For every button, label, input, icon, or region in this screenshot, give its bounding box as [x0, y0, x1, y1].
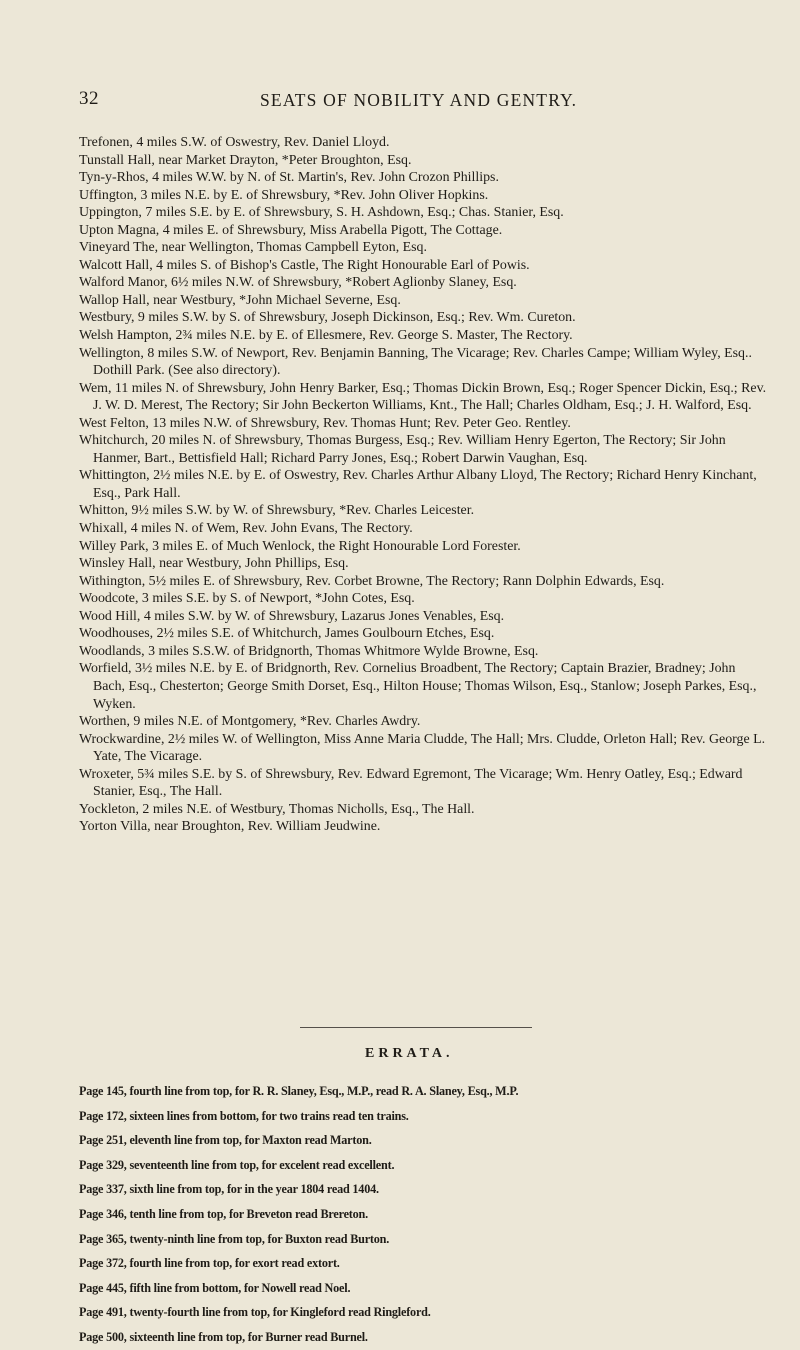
- list-item: Whitchurch, 20 miles N. of Shrewsbury, Thomas Burgess, Esq.; Rev. William Henry Egerton, The Rectory; Sir John Hanmer, Bart., Bettisfield Hall; Richard Parry Jones, Esq.; Robert Darwin Vaughan, Esq.: [79, 433, 726, 466]
- list-item: Yorton Villa, near Broughton, Rev. William Jeudwine.: [79, 819, 381, 835]
- list-item: Walford Manor, 6½ miles N.W. of Shrewsbury, *Robert Aglionby Slaney, Esq.: [79, 275, 517, 291]
- list-item: Whittington, 2½ miles N.E. by E. of Oswestry, Rev. Charles Arthur Albany Lloyd, The Rectory; Richard Henry Kinchant, Esq., Park Hall.: [79, 468, 757, 501]
- running-title: SEATS OF NOBILITY AND GENTRY.: [260, 90, 578, 110]
- list-item: Woodlands, 3 miles S.S.W. of Bridgnorth, Thomas Whitmore Wylde Browne, Esq.: [79, 643, 539, 659]
- errata-item: Page 445, fifth line from bottom, for Nowell read Noel.: [79, 1280, 351, 1295]
- list-item: Woodcote, 3 miles S.E. by S. of Newport, *John Cotes, Esq.: [79, 591, 415, 607]
- list-item: Wellington, 8 miles S.W. of Newport, Rev. Benjamin Banning, The Vicarage; Rev. Charles Campe; William Wyley, Esq.. Dothill Park. (See also directory).: [79, 345, 752, 379]
- errata-item: Page 337, sixth line from top, for in the year 1804 read 1404.: [79, 1182, 379, 1197]
- list-item: Tyn-y-Rhos, 4 miles W.W. by N. of St. Martin's, Rev. John Crozon Phillips.: [79, 170, 499, 186]
- list-item: Walcott Hall, 4 miles S. of Bishop's Castle, The Right Honourable Earl of Powis.: [79, 257, 530, 273]
- errata-item: Page 346, tenth line from top, for Breveton read Brereton.: [79, 1206, 368, 1221]
- list-item: Uffington, 3 miles N.E. by E. of Shrewsbury, *Rev. John Oliver Hopkins.: [79, 187, 489, 203]
- errata-item: Page 251, eleventh line from top, for Maxton read Marton.: [79, 1133, 372, 1148]
- list-item: Winsley Hall, near Westbury, John Phillips, Esq.: [79, 556, 349, 572]
- list-item: Withington, 5½ miles E. of Shrewsbury, Rev. Corbet Browne, The Rectory; Rann Dolphin Edwards, Esq.: [79, 573, 665, 589]
- list-item: Trefonen, 4 miles S.W. of Oswestry, Rev. Daniel Lloyd.: [79, 135, 390, 150]
- list-item: Uppington, 7 miles S.E. by E. of Shrewsbury, S. H. Ashdown, Esq.; Chas. Stanier, Esq.: [79, 205, 564, 221]
- list-item: Wroxeter, 5¾ miles S.E. by S. of Shrewsbury, Rev. Edward Egremont, The Vicarage; Wm. Henry Oatley, Esq.; Edward Stanier, Esq., The Hall.: [79, 766, 743, 800]
- errata-item: Page 491, twenty-fourth line from top, for Kingleford read Ringleford.: [79, 1305, 431, 1320]
- list-item: Wood Hill, 4 miles S.W. by W. of Shrewsbury, Lazarus Jones Venables, Esq.: [79, 608, 505, 624]
- errata-item: Page 372, fourth line from top, for exort read extort.: [79, 1256, 340, 1271]
- list-item: Willey Park, 3 miles E. of Much Wenlock, the Right Honourable Lord Forester.: [79, 538, 521, 554]
- list-item: Worfield, 3½ miles N.E. by E. of Bridgnorth, Rev. Cornelius Broadbent, The Rectory; Captain Brazier, Bradney; John Bach, Esq., Chesterton; George Smith Dorset, Esq., Hilton House; Thomas Wilson, Esq., Stanlow; Joseph Parkes, Esq., Wyken.: [79, 661, 757, 712]
- list-item: West Felton, 13 miles N.W. of Shrewsbury, Rev. Thomas Hunt; Rev. Peter Geo. Rentley.: [79, 415, 571, 431]
- page-number: 32: [79, 88, 99, 109]
- list-item: Welsh Hampton, 2¾ miles N.E. by E. of Ellesmere, Rev. George S. Master, The Rectory.: [79, 328, 573, 344]
- list-item: Tunstall Hall, near Market Drayton, *Peter Broughton, Esq.: [79, 152, 412, 168]
- errata-heading: ERRATA.: [365, 1046, 454, 1061]
- errata-item: Page 500, sixteenth line from top, for Burner read Burnel.: [79, 1329, 368, 1344]
- seats-list: [79, 134, 767, 836]
- list-item: Wallop Hall, near Westbury, *John Michael Severne, Esq.: [79, 292, 401, 308]
- list-item: Woodhouses, 2½ miles S.E. of Whitchurch, James Goulbourn Etches, Esq.: [79, 626, 495, 642]
- list-item: Yockleton, 2 miles N.E. of Westbury, Thomas Nicholls, Esq., The Hall.: [79, 801, 475, 817]
- list-item: Wem, 11 miles N. of Shrewsbury, John Henry Barker, Esq.; Thomas Dickin Brown, Esq.; Roger Spencer Dickin, Esq.; Rev. J. W. D. Merest, The Rectory; Sir John Beckerton Williams, Knt., The Hall; Charles Oldham, Esq.; J. H. Walford, Esq.: [79, 380, 767, 414]
- errata-item: Page 329, seventeenth line from top, for excelent read excellent.: [79, 1157, 395, 1172]
- section-divider: [300, 1027, 532, 1028]
- list-item: Vineyard The, near Wellington, Thomas Campbell Eyton, Esq.: [79, 240, 427, 256]
- list-item: Wrockwardine, 2½ miles W. of Wellington, Miss Anne Maria Cludde, The Hall; Mrs. Cludde, Orleton Hall; Rev. George L. Yate, The Vicarage.: [79, 731, 766, 765]
- list-item: Worthen, 9 miles N.E. of Montgomery, *Rev. Charles Awdry.: [79, 714, 421, 730]
- list-item: Whixall, 4 miles N. of Wem, Rev. John Evans, The Rectory.: [79, 521, 413, 537]
- errata-list: [79, 1079, 769, 1350]
- list-item: Upton Magna, 4 miles E. of Shrewsbury, Miss Arabella Pigott, The Cottage.: [79, 222, 503, 238]
- list-item: Whitton, 9½ miles S.W. by W. of Shrewsbury, *Rev. Charles Leicester.: [79, 503, 475, 519]
- errata-item: Page 145, fourth line from top, for R. R. Slaney, Esq., M.P., read R. A. Slaney, Esq., M.P.: [79, 1084, 519, 1098]
- errata-item: Page 365, twenty-ninth line from top, for Buxton read Burton.: [79, 1231, 390, 1246]
- list-item: Westbury, 9 miles S.W. by S. of Shrewsbury, Joseph Dickinson, Esq.; Rev. Wm. Cureton.: [79, 310, 576, 326]
- errata-item: Page 172, sixteen lines from bottom, for two trains read ten trains.: [79, 1108, 409, 1123]
